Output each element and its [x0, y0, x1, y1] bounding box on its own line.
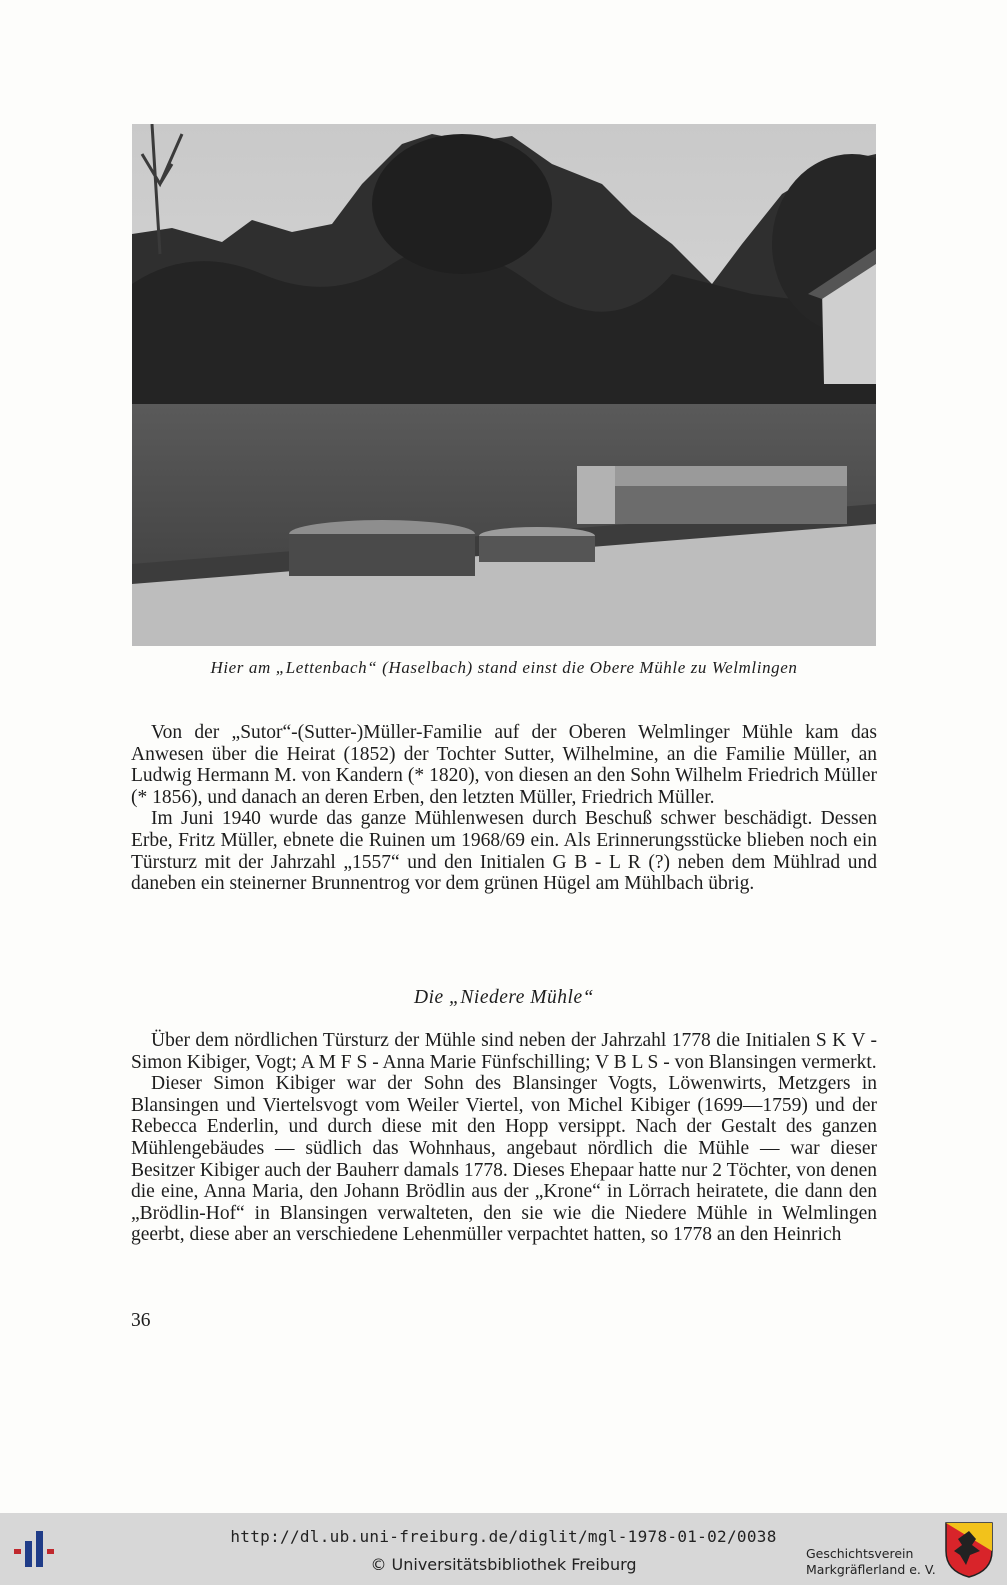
- paragraph: Im Juni 1940 wurde das ganze Mühlenwesen durch Beschuß schwer beschädigt. Dessen Erbe, Fritz Müller, ebnete die Ruinen um 1968/69 ein. Als Erinnerungsstücke blieben noch ein Türsturz mit der Jahrzahl „1557“ und den Initialen G B - L R (?) neben dem Mühlrad und daneben ein steinerner Brunnentrog vor dem grünen Hügel am Mühlbach übrig.: [131, 808, 877, 895]
- copyright-notice: © Universitätsbibliothek Freiburg: [370, 1555, 637, 1574]
- society-name-line: Markgräflerland e. V.: [806, 1562, 936, 1577]
- society-name-line: Geschichtsverein: [806, 1546, 914, 1561]
- paragraph: Über dem nördlichen Türsturz der Mühle sind neben der Jahrzahl 1778 die Initialen S K V - Simon Kibiger, Vogt; A M F S - Anna Marie Fünfschilling; V B L S - von Blansingen vermerkt.: [131, 1030, 877, 1073]
- photo-caption: Hier am „Lettenbach“ (Haselbach) stand einst die Obere Mühle zu Welmlingen: [210, 658, 798, 677]
- paragraph: Dieser Simon Kibiger war der Sohn des Blansinger Vogts, Löwenwirts, Metzgers in Blansingen und Viertelsvogt vom Weiler Viertel, von Michel Kibiger (1699—1759) und der Rebecca Enderlin, und durch diese mit den Hopp versippt. Nach der Gestalt des ganzen Mühlengebäudes — südlich das Wohnhaus, angebaut nördlich die Mühle — war dieser Besitzer Kibiger auch der Bauherr damals 1778. Dieses Ehepaar hatte nur 2 Töchter, von denen die eine, Anna Maria, den Johann Brödlin aus der „Krone“ in Lörrach heiratete, die dann den „Brödlin-Hof“ in Blansingen verwalteten, den sie wie die Niedere Mühle in Welmlingen geerbt, diese aber an verschiedene Lehenmüller verpachtet hatten, so 1778 an den Heinrich: [131, 1073, 877, 1246]
- society-name: [806, 1546, 936, 1578]
- page-number: 36: [131, 1310, 151, 1331]
- coat-of-arms-icon: [944, 1521, 994, 1579]
- paragraph: Von der „Sutor“-(Sutter-)Müller-Familie auf der Oberen Welmlinger Mühle kam das Anwesen über die Heirat (1852) der Tochter Sutter, Wilhelmine, an die Familie Müller, an Ludwig Hermann M. von Kandern (* 1820), von diesen an den Sohn Wilhelm Friedrich Müller (* 1856), und danach an deren Erben, den letzten Müller, Friedrich Müller.: [131, 722, 877, 808]
- text-block-lower-mill: [131, 1030, 877, 1246]
- text-block-upper-mill: [131, 722, 877, 895]
- document-url-link[interactable]: http://dl.ub.uni-freiburg.de/diglit/mgl-1978-01-02/0038: [230, 1527, 777, 1546]
- mill-site-photo: [132, 124, 876, 646]
- footer-bar: [0, 1513, 1007, 1585]
- section-heading: Die „Niedere Mühle“: [414, 987, 594, 1008]
